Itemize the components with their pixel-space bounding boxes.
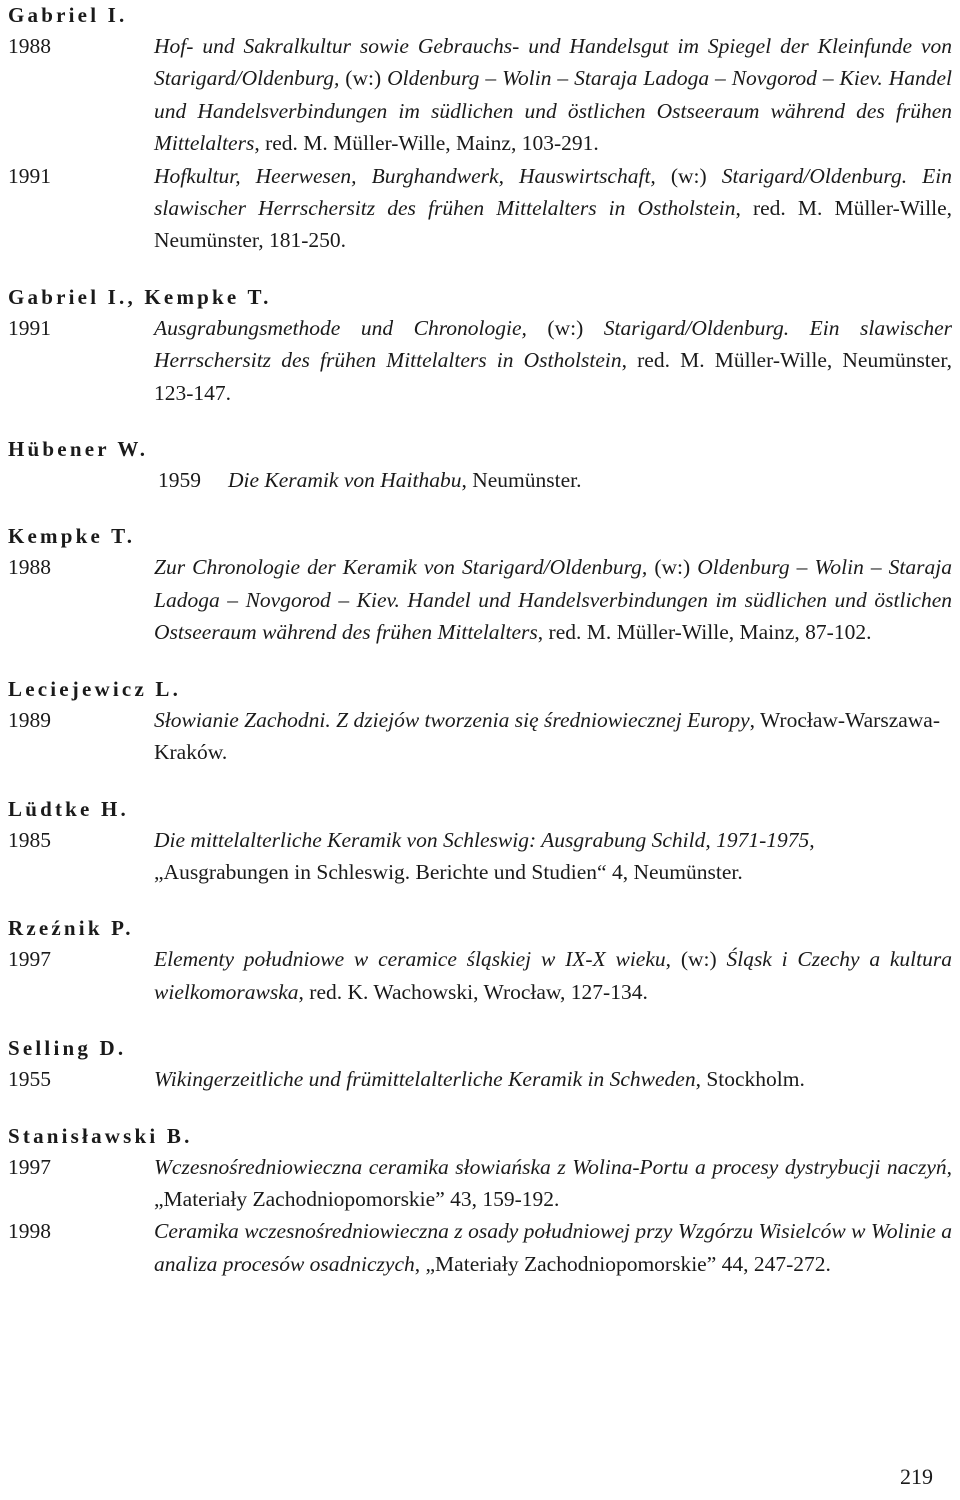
entry-title: Zur Chronologie der Keramik von Starigard/Oldenburg, bbox=[154, 555, 648, 580]
author-heading: Stanisławski B. bbox=[8, 1123, 193, 1148]
entry-details: , Wrocław-Warszawa-Kraków. bbox=[154, 707, 941, 765]
entry-in: (w:) bbox=[339, 66, 388, 91]
author-heading: Lüdtke H. bbox=[8, 796, 129, 821]
author-heading: Kempke T. bbox=[8, 524, 136, 549]
entry-details: „Ausgrabungen in Schleswig. Berichte und Studien“ 4, Neumünster. bbox=[154, 859, 743, 884]
entry-text bbox=[154, 30, 960, 160]
entry-text bbox=[154, 1215, 960, 1280]
author-heading: Selling D. bbox=[8, 1036, 127, 1061]
bibliography-entry bbox=[8, 551, 960, 648]
entry-title: Die Keramik von Haithabu bbox=[228, 468, 462, 493]
author-heading: Gabriel I., Kempke T. bbox=[8, 284, 272, 309]
entry-text bbox=[154, 1063, 960, 1095]
entry-title: Hofkultur, Heerwesen, Burghandwerk, Hauswirtschaft, bbox=[154, 163, 656, 188]
bibliography-entry bbox=[8, 30, 960, 160]
entry-text bbox=[154, 160, 960, 257]
entry-volume-title: Starigard/Oldenburg. Ein slawischer Herrschersitz des frühen Mittelalters in Ostholstein bbox=[154, 163, 953, 221]
entry-text bbox=[154, 1151, 960, 1216]
entry-volume-title: Śląsk i Czechy a kultura wielkomorawska bbox=[154, 947, 952, 1004]
entry-title: Hof- und Sakralkultur sowie Gebrauchs- und Handelsgut im Spiegel der Kleinfunde von Starigard/Oldenburg, bbox=[154, 34, 952, 91]
entry-year: 1985 bbox=[8, 827, 51, 852]
author-heading: Gabriel I. bbox=[8, 3, 128, 27]
entry-year: 1991 bbox=[8, 315, 51, 340]
entry-volume-title: Oldenburg – Wolin – Staraja Ladoga – Novgorod – Kiev. Handel und Handelsverbindungen im südlichen und östlichen Ostseeraum während des frühen Mittelalters bbox=[154, 66, 952, 156]
entry-text bbox=[154, 824, 960, 889]
bibliography-entry bbox=[8, 1215, 960, 1280]
bibliography-entry bbox=[8, 1151, 960, 1216]
entry-in: (w:) bbox=[647, 555, 698, 580]
entry-title: Die mittelalterliche Keramik von Schleswig: Ausgrabung Schild, 1971-1975, bbox=[154, 827, 815, 852]
bibliography-entry bbox=[8, 464, 960, 496]
entry-year: 1997 bbox=[8, 1154, 51, 1179]
entry-title: Wczesnośredniowieczna ceramika słowiańska z Wolina-Portu a procesy dystrybucji naczyń bbox=[154, 1154, 947, 1179]
entry-year: 1955 bbox=[8, 1067, 51, 1092]
author-heading: Rzeźnik P. bbox=[8, 916, 134, 941]
entry-in: (w:) bbox=[655, 163, 722, 188]
entry-year: 1997 bbox=[8, 947, 51, 972]
entry-year: 1988 bbox=[8, 34, 51, 58]
entry-year: 1989 bbox=[8, 707, 51, 732]
entry-year: 1988 bbox=[8, 555, 51, 580]
bibliography-entry bbox=[8, 1063, 960, 1095]
entry-text bbox=[154, 312, 960, 409]
entry-text bbox=[154, 704, 960, 769]
entry-details: , „Materiały Zachodniopomorskie” 44, 247-272. bbox=[414, 1251, 831, 1276]
bibliography-entry bbox=[8, 160, 960, 257]
bibliography bbox=[8, 0, 960, 1280]
bibliography-entry bbox=[8, 824, 960, 889]
entry-year: 1991 bbox=[8, 163, 51, 188]
entry-details: , red. M. Müller-Wille, Neumünster, 181-250. bbox=[154, 196, 953, 253]
entry-title: Ausgrabungsmethode und Chronologie, bbox=[154, 315, 527, 340]
entry-details: , red. M. Müller-Wille, Mainz, 87-102. bbox=[537, 620, 872, 645]
entry-text bbox=[154, 943, 960, 1008]
entry-text bbox=[154, 551, 960, 648]
bibliography-entry bbox=[8, 312, 960, 409]
author-heading: Leciejewicz L. bbox=[8, 676, 182, 701]
entry-title: Elementy południowe w ceramice śląskiej w IX-X wieku bbox=[154, 947, 666, 972]
entry-details: , red. M. Müller-Wille, Mainz, 103-291. bbox=[254, 131, 599, 156]
entry-details: , red. K. Wachowski, Wrocław, 127-134. bbox=[298, 979, 648, 1004]
entry-year: 1998 bbox=[8, 1219, 51, 1244]
bibliography-entry bbox=[8, 943, 960, 1008]
bibliography-entry bbox=[8, 704, 960, 769]
entry-details: , Neumünster. bbox=[461, 468, 582, 493]
entry-title: Ceramika wczesnośredniowieczna z osady południowej przy Wzgórzu Wisielców w Wolinie a analiza procesów osadniczych bbox=[154, 1219, 952, 1276]
entry-details: , Stockholm. bbox=[695, 1067, 805, 1092]
entry-volume-title: Oldenburg – Wolin – Staraja Ladoga – Novgorod – Kiev. Handel und Handelsverbindungen im südlichen und östlichen Ostseeraum während des frühen Mittelalters bbox=[154, 555, 952, 645]
entry-year: 1959 bbox=[158, 468, 201, 493]
entry-title: Słowianie Zachodni. Z dziejów tworzenia się średniowiecznej Europy bbox=[154, 707, 750, 732]
page-number: 219 bbox=[900, 1464, 933, 1489]
entry-details: , red. M. Müller-Wille, Neumünster, 123-147. bbox=[154, 348, 953, 405]
author-heading: Hübener W. bbox=[8, 437, 149, 462]
entry-in: , (w:) bbox=[665, 947, 727, 972]
entry-in: (w:) bbox=[526, 315, 604, 340]
entry-details: , „Materiały Zachodniopomorskie” 43, 159-192. bbox=[154, 1154, 952, 1211]
entry-volume-title: Starigard/Oldenburg. Ein slawischer Herrschersitz des frühen Mittelalters in Ostholstein bbox=[154, 315, 952, 373]
entry-title: Wikingerzeitliche und frümittelalterliche Keramik in Schweden bbox=[154, 1067, 696, 1092]
entry-text bbox=[228, 464, 960, 496]
